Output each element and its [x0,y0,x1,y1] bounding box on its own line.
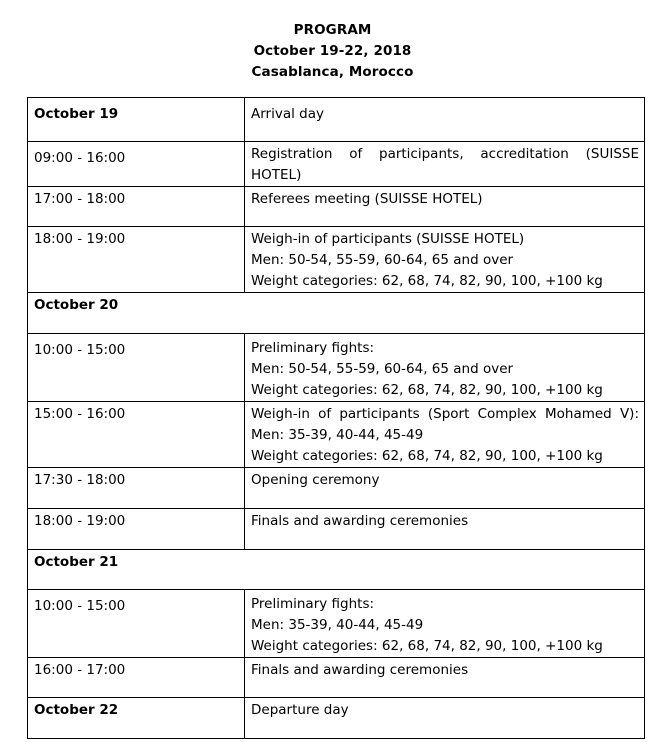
day-label: October 19 [28,98,245,142]
program-location: Casablanca, Morocco [251,64,414,80]
activity-line: Weigh-in of participants (SUISSE HOTEL) [251,231,525,247]
table-row [28,658,645,698]
activity-cell [245,658,645,698]
table-row [28,334,645,402]
activity-line: Departure day [251,702,349,718]
time-cell: 18:00 - 19:00 [28,509,245,550]
activity-line: Men: 50-54, 55-59, 60-64, 65 and over [251,252,514,268]
table-row [28,509,645,550]
activity-line: Opening ceremony [251,472,380,488]
activity-line: Weight categories: 62, 68, 74, 82, 90, 100, +100 kg [251,382,603,398]
activity-line: Arrival day [251,106,324,122]
activity-cell [245,187,645,227]
activity-line: Weight categories: 62, 68, 74, 82, 90, 100, +100 kg [251,638,603,654]
time-cell: 17:00 - 18:00 [28,187,245,227]
activity-cell [245,590,645,658]
activity-line: Referees meeting (SUISSE HOTEL) [251,191,483,207]
day-label: October 20 [28,293,645,334]
activity-cell [245,334,645,402]
time-cell: 18:00 - 19:00 [28,227,245,293]
activity-cell [245,227,645,293]
activity-cell [245,98,645,142]
table-row [28,402,645,468]
activity-cell [245,468,645,509]
activity-cell [245,509,645,550]
activity-line: Weigh-in of participants (Sport Complex Mohamed V): Men: 35-39, 40-44, 45-49 [251,406,639,443]
activity-line: Weight categories: 62, 68, 74, 82, 90, 100, +100 kg [251,448,603,464]
time-cell: 09:00 - 16:00 [28,142,245,187]
table-row [28,293,645,334]
activity-line: Men: 50-54, 55-59, 60-64, 65 and over [251,361,514,377]
table-row [28,142,645,187]
activity-cell [245,142,645,187]
activity-line: Finals and awarding ceremonies [251,513,469,529]
time-cell: 16:00 - 17:00 [28,658,245,698]
activity-line: Weight categories: 62, 68, 74, 82, 90, 100, +100 kg [251,273,603,289]
table-row [28,550,645,590]
table-row [28,468,645,509]
program-title: PROGRAM [293,22,372,38]
table-row [28,698,645,739]
program-dates: October 19-22, 2018 [253,43,412,59]
program-header [0,20,650,83]
time-cell: 15:00 - 16:00 [28,402,245,468]
time-cell: 17:30 - 18:00 [28,468,245,509]
time-cell: 10:00 - 15:00 [28,590,245,658]
day-label: October 21 [28,550,645,590]
activity-line: Preliminary fights: [251,340,375,356]
activity-line: Preliminary fights: [251,596,375,612]
activity-line: Registration of participants, accreditation (SUISSE HOTEL) [251,146,639,183]
activity-cell [245,698,645,739]
day-label: October 22 [28,698,245,739]
table-row [28,98,645,142]
time-cell: 10:00 - 15:00 [28,334,245,402]
table-row [28,187,645,227]
activity-line: Finals and awarding ceremonies [251,662,469,678]
activity-cell [245,402,645,468]
activity-line: Men: 35-39, 40-44, 45-49 [251,617,424,633]
table-row [28,227,645,293]
table-row [28,590,645,658]
program-table [27,97,645,739]
